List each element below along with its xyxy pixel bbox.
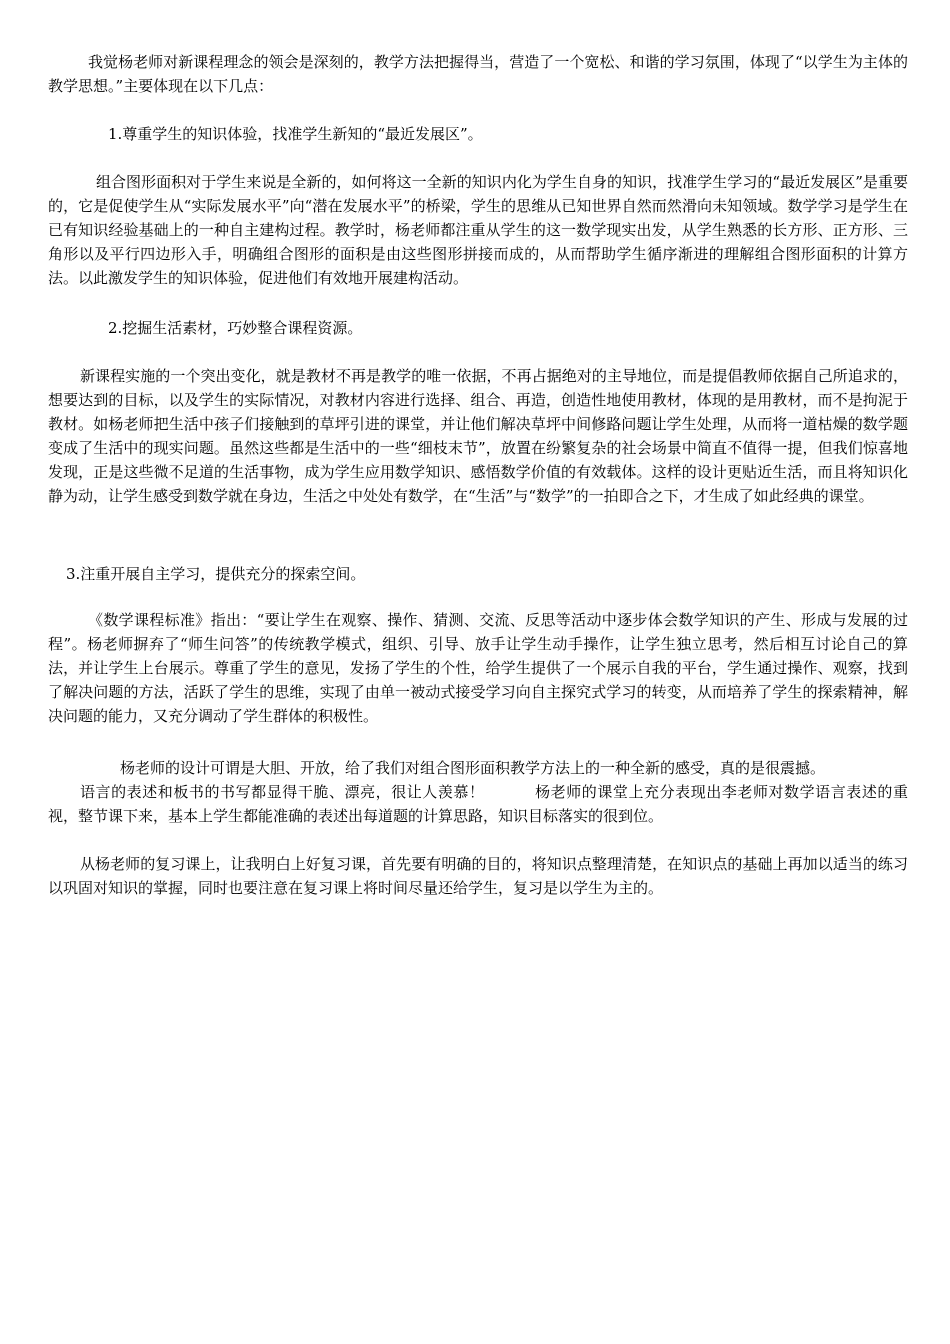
point-3-heading: 3.注重开展自主学习，提供充分的探索空间。 bbox=[66, 565, 366, 583]
intro-paragraph: 我觉杨老师对新课程理念的领会是深刻的，教学方法把握得当，营造了一个宽松、和谐的学习氛围，体现了“以学生为主体的教学思想。”主要体现在以下几点： bbox=[48, 53, 908, 95]
review-class-paragraph: 从杨老师的复习课上，让我明白上好复习课，首先要有明确的目的，将知识点整理清楚，在知识点的基础上再加以适当的练习以巩固对知识的掌握，同时也要注意在复习课上将时间尽量还给学生，复习是以学生为主的。 bbox=[48, 855, 908, 897]
point-2-heading: 2.挖掘生活素材，巧妙整合课程资源。 bbox=[108, 319, 363, 337]
design-comment-paragraph: 杨老师的设计可谓是大胆、开放，给了我们对组合图形面积教学方法上的一种全新的感受，真的是很震撼。 bbox=[120, 759, 826, 777]
point-1-paragraph: 组合图形面积对于学生来说是全新的，如何将这一全新的知识内化为学生自身的知识，找准学生学习的“最近发展区”是重要的，它是促使学生从“实际发展水平”向“潜在发展水平”的桥梁，学生的思维从已知世界自然而然滑向未知领域。数学学习是学生在已有知识经验基础上的一种自主建构过程。教学时，杨老师都注重从学生的这一数学现实出发，从学生熟悉的长方形、正方形、三角形以及平行四边形入手，明确组合图形的面积是由这些图形拼接而成的，从而帮助学生循序渐进的理解组合图形面积的计算方法。以此激发学生的知识体验，促进他们有效地开展建构活动。 bbox=[48, 173, 908, 287]
language-comment-paragraph bbox=[48, 780, 908, 828]
language-comment-part-2: 杨老师的课堂上充分表现出李老师对数学语言表述的重视，整节课下来，基本上学生都能准确的表述出每道题的计算思路，知识目标落实的很到位。 bbox=[48, 783, 908, 825]
point-1-heading: 1.尊重学生的知识体验，找准学生新知的“最近发展区”。 bbox=[108, 125, 483, 143]
point-3-paragraph: 《数学课程标准》指出：“要让学生在观察、操作、猜测、交流、反思等活动中逐步体会数学知识的产生、形成与发展的过程”。杨老师摒弃了“师生问答”的传统教学模式，组织、引导、放手让学生动手操作，让学生独立思考，然后相互讨论自己的算法，并让学生上台展示。尊重了学生的意见，发扬了学生的个性，给学生提供了一个展示自我的平台，学生通过操作、观察，找到了解决问题的方法，活跃了学生的思维，实现了由单一被动式接受学习向自主探究式学习的转变，从而培养了学生的探索精神，解决问题的能力，又充分调动了学生群体的积极性。 bbox=[48, 611, 908, 725]
language-comment-part-1: 语言的表述和板书的书写都显得干脆、漂亮，很让人羡慕！ bbox=[80, 783, 485, 801]
point-2-paragraph: 新课程实施的一个突出变化，就是教材不再是教学的唯一依据，不再占据绝对的主导地位，而是提倡教师依据自己所追求的，想要达到的目标，以及学生的实际情况，对教材内容进行选择、组合、再造，创造性地使用教材，体现的是用教材，而不是拘泥于教材。如杨老师把生活中孩子们接触到的草坪引进的课堂，并让他们解决草坪中间修路问题让学生处理，从而将一道枯燥的数学题变成了生活中的现实问题。虽然这些都是生活中的一些“细枝末节”，放置在纷繁复杂的社会场景中简直不值得一提，但我们惊喜地发现，正是这些微不足道的生活事物，成为学生应用数学知识、感悟数学价值的有效载体。这样的设计更贴近生活，而且将知识化静为动，让学生感受到数学就在身边，生活之中处处有数学，在“生活”与“数学”的一拍即合之下，才生成了如此经典的课堂。 bbox=[48, 367, 908, 505]
